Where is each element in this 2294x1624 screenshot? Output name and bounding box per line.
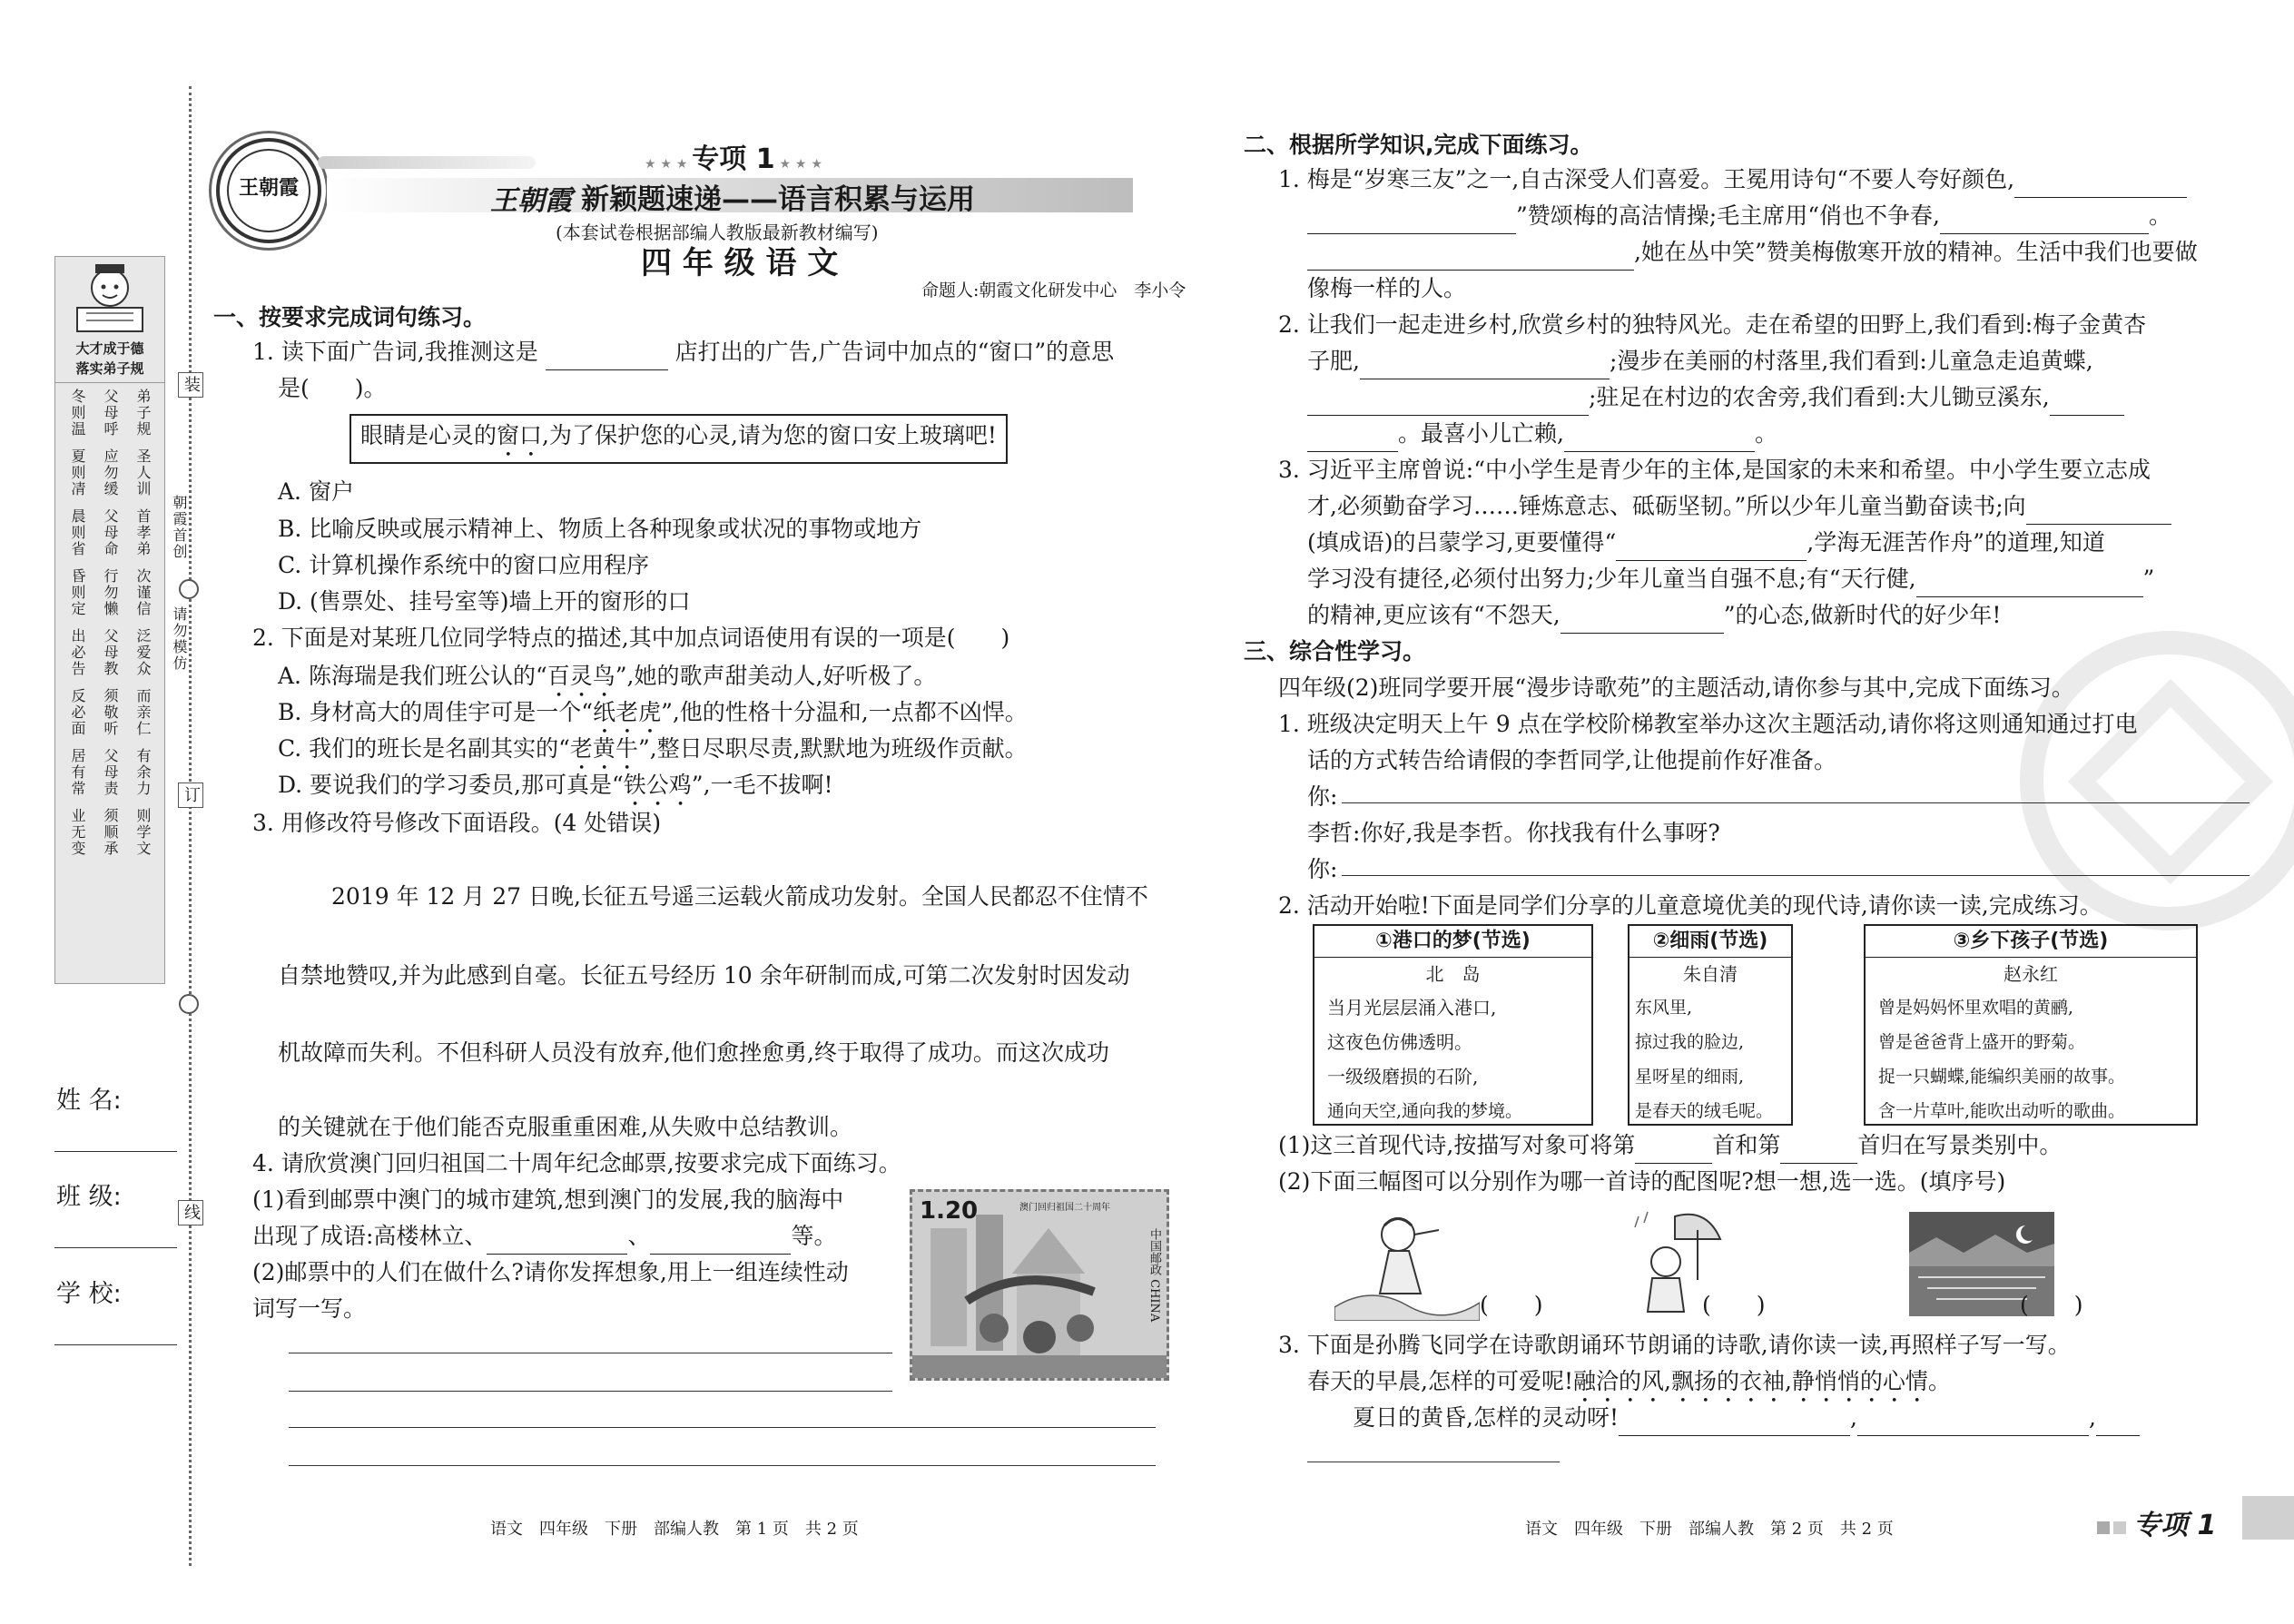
- scholar-cartoon-icon: [55, 257, 164, 339]
- r2-line-4: 。最喜小儿亡赖, 。: [1307, 416, 1777, 452]
- activity-intro: 四年级(2)班同学要开展“漫步诗歌苑”的主题活动,请你参与其中,完成下面练习。: [1278, 674, 2074, 701]
- r3-line-4: 学习没有捷径,必须付出努力;少年儿童当自强不息;有“天行健, ”: [1307, 561, 2154, 597]
- binding-hole-icon: [179, 994, 199, 1014]
- ad-box: 眼睛是心灵的窗口,为了保护您的心灵,请为您的窗口安上玻璃吧!: [350, 414, 1008, 464]
- q4-answer-line-4[interactable]: [289, 1465, 1156, 1466]
- c3-example: 春天的早晨,怎样的可爱呢!融洽的风,飘扬的衣袖,静悄悄的心情。: [1307, 1368, 1951, 1394]
- poem-card-3: [1864, 924, 2198, 1126]
- rule-phrase: 夏则凊: [69, 448, 86, 497]
- poem-3-title: ③乡下孩子(节选): [1866, 926, 2196, 958]
- r1-line-4: 像梅一样的人。: [1307, 275, 1467, 301]
- stamp-caption: 澳门回归祖国二十周年: [1019, 1203, 1110, 1213]
- poem-2-line: 掠过我的脸边,: [1635, 1032, 1745, 1052]
- dialogue-you-1: 你:: [1307, 783, 1338, 810]
- q1-store-blank[interactable]: [546, 346, 668, 370]
- child-blowing-icon: [1334, 1207, 1480, 1321]
- rule-phrase: 泛爱众: [134, 628, 152, 677]
- pic-3-answer[interactable]: ( ): [2020, 1292, 2083, 1318]
- q4-2-line-1: (2)邮票中的人们在做什么?请你发挥想象,用上一组连续性动: [252, 1259, 849, 1285]
- rule-phrase: 则学文: [134, 808, 152, 857]
- sidebar-motto-1: 大才成于德: [75, 340, 144, 357]
- poem-2-line: 星呀星的细雨,: [1635, 1067, 1745, 1087]
- rule-phrase: 业无变: [69, 808, 86, 857]
- class-label: 班 级:: [56, 1183, 122, 1211]
- village-blank-2[interactable]: [1307, 391, 1589, 416]
- q2-option-c[interactable]: C. 我们的班长是名副其实的“老黄牛”,整日尽职尽责,默默地为班级作贡献。: [278, 735, 1028, 762]
- plum-blank-3[interactable]: [1940, 210, 2149, 234]
- poem-2-line: 是春天的绒毛呢。: [1635, 1101, 1774, 1121]
- quote-blank-2[interactable]: [1916, 573, 2143, 597]
- q1-line-1: 1. 读下面广告词,我推测这是 店打出的广告,广告词中加点的“窗口”的意思: [252, 334, 1114, 370]
- binding-mark-ding: 订: [178, 782, 203, 808]
- school-label: 学 校:: [56, 1280, 122, 1308]
- q2-stem: 2. 下面是对某班几位同学特点的描述,其中加点词语使用有误的一项是( ): [252, 625, 1010, 651]
- binding-note-2: 请勿模仿: [171, 606, 188, 672]
- paper-note: (本套试卷根据部编人教版最新教材编写): [556, 221, 879, 243]
- r3-line-5: 的精神,更应该有“不怨天, ”的心态,做新时代的好少年!: [1307, 597, 2001, 634]
- stamp-value: 1.20: [920, 1197, 979, 1225]
- q1-option-d[interactable]: D. (售票处、挂号室等)墙上开的窗形的口: [278, 588, 691, 615]
- brand-logo: [216, 138, 321, 243]
- idiom-blank-lumeng[interactable]: [2026, 500, 2171, 525]
- binding-hole-icon: [179, 579, 199, 599]
- footer-right: 语文 四年级 下册 部编人教 第 2 页 共 2 页: [1525, 1520, 1894, 1539]
- pic-1-answer[interactable]: ( ): [1480, 1292, 1543, 1318]
- village-blank-3[interactable]: [2050, 391, 2124, 416]
- poem-blank-2[interactable]: [1857, 1412, 2089, 1436]
- quote-blank-1[interactable]: [1616, 536, 1807, 561]
- q4-1-line-1: (1)看到邮票中澳门的城市建筑,想到澳门的发展,我的脑海中: [252, 1186, 844, 1213]
- q1-option-c[interactable]: C. 计算机操作系统中的窗口应用程序: [278, 552, 650, 578]
- rule-phrase: 父母呼: [102, 389, 119, 438]
- c2-2: (2)下面三幅图可以分别作为哪一首诗的配图呢?想一想,选一选。(填序号): [1278, 1168, 2006, 1195]
- grade-subject: 四 年 级 语 文: [641, 245, 839, 281]
- brand-name: 王朝霞: [490, 185, 572, 217]
- village-blank-4[interactable]: [1307, 428, 1398, 452]
- r3-line-2: 才,必须勤奋学习……锤炼意志、砥砺坚韧。”所以少年儿童当勤奋读书;向: [1307, 488, 2171, 525]
- poem-3-author: 赵永红: [2004, 963, 2058, 985]
- q1-option-a[interactable]: A. 窗户: [278, 478, 354, 505]
- rule-phrase: 晨则省: [69, 508, 86, 557]
- name-label: 姓 名:: [56, 1087, 122, 1115]
- name-field[interactable]: [54, 1151, 177, 1152]
- plum-blank-4[interactable]: [1307, 246, 1634, 271]
- binding-note-1: 朝霞首创: [171, 495, 188, 560]
- r2-line-3: ;驻足在村边的农舍旁,我们看到:大儿锄豆溪东,: [1307, 379, 2124, 416]
- school-field[interactable]: [54, 1344, 177, 1345]
- footer-tag-bar: [2242, 1496, 2294, 1540]
- poem-1-author: 北 岛: [1425, 963, 1481, 985]
- category-blank-2[interactable]: [1780, 1139, 1857, 1164]
- dialogue-you-2: 你:: [1307, 856, 1338, 882]
- q4-answer-line-3[interactable]: [289, 1427, 1156, 1428]
- poem-1-title: ①港口的梦(节选): [1314, 926, 1591, 958]
- rule-phrase: 弟子规: [134, 389, 152, 438]
- c2-stem: 2. 活动开始啦!下面是同学们分享的儿童意境优美的现代诗,请你读一读,完成练习。: [1278, 892, 2102, 919]
- poem-1-line: 当月光层层涌入港口,: [1327, 997, 1497, 1019]
- rule-phrase: 须顺承: [102, 808, 119, 857]
- q4-2-line-2: 词写一写。: [252, 1295, 367, 1322]
- poem-2-line: 东风里,: [1635, 998, 1693, 1018]
- footer-tag-text: 专项 1: [2133, 1510, 2217, 1541]
- binding-dotted-line: [189, 86, 192, 1566]
- q2-option-d[interactable]: D. 要说我们的学习委员,那可真是“铁公鸡”,一毛不拔啊!: [278, 772, 833, 798]
- poem-card-1: [1313, 924, 1593, 1126]
- idiom-blank-1[interactable]: [487, 1230, 627, 1255]
- rule-phrase: 而亲仁: [134, 688, 152, 737]
- c3-stem: 3. 下面是孙腾飞同学在诗歌朗诵环节朗诵的诗歌,请你读一读,再照样子写一写。: [1278, 1332, 2071, 1358]
- rule-phrase: 圣人训: [134, 448, 152, 497]
- rule-phrase: 父母命: [102, 508, 119, 557]
- plum-blank-2[interactable]: [1307, 210, 1516, 234]
- rule-phrase: 父母责: [102, 748, 119, 797]
- q1-option-b[interactable]: B. 比喻反映或展示精神上、物质上各种现象或状况的事物或地方: [278, 516, 922, 542]
- passage-line-4: 的关键就在于他们能否克服重重困难,从失败中总结教训。: [278, 1114, 852, 1140]
- passage-line-2: 自禁地赞叹,并为此感到自毫。长征五号经历 10 余年研制而成,可第二次发射时因发动: [278, 962, 1130, 989]
- r1-line-3: ,她在丛中笑”赞美梅傲寒开放的精神。生活中我们也要做: [1307, 234, 2198, 271]
- paper-title: 新颖题速递——语言积累与运用: [581, 183, 975, 216]
- author-line: 命题人:朝霞文化研发中心 李小令: [921, 281, 1186, 300]
- c2-1: (1)这三首现代诗,按描写对象可将第 首和第 首归在写景类别中。: [1278, 1127, 2062, 1164]
- village-blank-1[interactable]: [1360, 355, 1610, 379]
- passage-line-3: 机故障而失利。不但科研人员没有放弃,他们愈挫愈勇,终于取得了成功。而这次成功: [278, 1039, 1109, 1066]
- c3-task: 夏日的黄昏,怎样的灵动呀! , ,: [1353, 1400, 2140, 1436]
- q2-option-a[interactable]: A. 陈海瑞是我们班公认的“百灵鸟”,她的歌声甜美动人,好听极了。: [278, 663, 937, 689]
- rule-phrase: 须敬听: [102, 688, 119, 737]
- rule-phrase: 昏则定: [69, 568, 86, 617]
- poem-2-author: 朱自清: [1683, 963, 1738, 985]
- rule-phrase: 行勿懒: [102, 568, 119, 617]
- pic-2-answer[interactable]: ( ): [1702, 1292, 1766, 1318]
- passage-line-1: 2019 年 12 月 27 日晚,长征五号遥三运载火箭成功发射。全国人民都忍不住情不: [331, 883, 1148, 910]
- binding-mark-zhuang: 装: [178, 372, 203, 398]
- c1-line-1: 1. 班级决定明天上午 9 点在学校阶梯教室举办这次主题活动,请你将这则通知通过打电: [1278, 711, 2138, 737]
- q4-stem: 4. 请欣赏澳门回归祖国二十周年纪念邮票,按要求完成下面练习。: [252, 1150, 901, 1176]
- q3-stem: 3. 用修改符号修改下面语段。(4 处错误): [252, 810, 662, 836]
- poem-1-line: 一级级磨损的石阶,: [1327, 1066, 1479, 1088]
- rule-phrase: 出必告: [69, 628, 86, 677]
- section-2-heading: 二、根据所学知识,完成下面练习。: [1244, 132, 1593, 158]
- rule-phrase: 有余力: [134, 748, 152, 797]
- poem-blank-3[interactable]: [2096, 1412, 2140, 1436]
- binding-mark-xian: 线: [178, 1200, 203, 1225]
- r2-line-1: 2. 让我们一起走进乡村,欣赏乡村的独特风光。走在希望的田野上,我们看到:梅子金黄杏: [1278, 311, 2147, 338]
- section-1-heading: 一、按要求完成词句练习。: [213, 304, 487, 330]
- ribbon-decoration: [318, 156, 536, 169]
- category-blank-1[interactable]: [1635, 1139, 1712, 1164]
- poem-3-line: 曾是爸爸背上盛开的野菊。: [1878, 1032, 2086, 1052]
- zhuanxiang-heading: ★ ★ ★ 专项 1 ★ ★ ★: [645, 143, 822, 175]
- dialogue-lizhe: 李哲:你好,我是李哲。你找我有什么事呀?: [1307, 820, 1720, 846]
- poem-1-line: 这夜色仿佛透明。: [1327, 1031, 1472, 1053]
- c1-line-2: 话的方式转告给请假的李哲同学,让他提前作好准备。: [1307, 747, 1836, 773]
- rule-phrase: 父母教: [102, 628, 119, 677]
- footer-zhuanxiang-tag: [2097, 1502, 2216, 1542]
- class-field[interactable]: [54, 1247, 177, 1248]
- footer-left: 语文 四年级 下册 部编人教 第 1 页 共 2 页: [490, 1520, 859, 1539]
- r2-line-2: 子肥, ;漫步在美丽的村落里,我们看到:儿童急走追黄蝶,: [1307, 343, 2093, 379]
- village-blank-5[interactable]: [1564, 428, 1755, 452]
- rule-phrase: 反必面: [69, 688, 86, 737]
- rule-phrase: 应勿缓: [102, 448, 119, 497]
- plum-blank-1[interactable]: [2014, 173, 2187, 198]
- zhuanxiang-label: 专项 1: [692, 143, 775, 175]
- idiom-blank-2[interactable]: [650, 1230, 791, 1255]
- rule-phrase: 居有常: [69, 748, 86, 797]
- poem-2-title: ②细雨(节选): [1629, 926, 1791, 958]
- poem-3-line: 捉一只蝴蝶,能编织美丽的故事。: [1878, 1067, 2126, 1087]
- poem-1-line: 通向天空,通向我的梦境。: [1327, 1101, 1523, 1121]
- brand-logo-text: 王朝霞: [238, 176, 299, 200]
- rules-grid: [55, 383, 164, 864]
- poem-3-line: 含一片草叶,能吹出动听的歌曲。: [1878, 1101, 2126, 1121]
- r3-line-1: 3. 习近平主席曾说:“中小学生是青少年的主体,是国家的未来和希望。中小学生要立志成: [1278, 457, 2151, 483]
- quote-blank-3[interactable]: [1561, 609, 1724, 634]
- r1-line-2: ”赞颂梅的高洁情操;毛主席用“俏也不争春, 。: [1307, 198, 2171, 234]
- poem-card-2: [1628, 924, 1793, 1126]
- q2-option-b[interactable]: B. 身材高大的周佳宇可是一个“纸老虎”,他的性格十分温和,一点都不凶悍。: [278, 699, 1028, 725]
- q4-1-line-2: 出现了成语:高楼林立、 、 等。: [252, 1218, 836, 1255]
- rule-phrase: 首孝弟: [134, 508, 152, 557]
- watermark-seal-icon: [2020, 631, 2294, 930]
- rule-phrase: 次谨信: [134, 568, 152, 617]
- sidebar-panel: [54, 256, 165, 984]
- rule-phrase: 冬则温: [69, 389, 86, 438]
- q4-answer-line-2[interactable]: [289, 1391, 892, 1392]
- poem-blank-1[interactable]: [1619, 1412, 1850, 1436]
- q1-line-2: 是( )。: [278, 375, 387, 401]
- section-3-heading: 三、综合性学习。: [1244, 638, 1426, 664]
- sidebar-motto-2: 落实弟子规: [55, 359, 164, 383]
- poem-3-line: 曾是妈妈怀里欢唱的黄鹂,: [1878, 998, 2074, 1018]
- stamp-country: 中国邮政 CHINA: [1147, 1228, 1161, 1323]
- r1-line-1: 1. 梅是“岁寒三友”之一,自古深受人们喜爱。王冕用诗句“不要人夸好颜色,: [1278, 162, 2187, 198]
- r3-line-3: (填成语)的吕蒙学习,更要懂得“ ,学海无涯苦作舟”的道理,知道: [1307, 525, 2105, 561]
- commemorative-stamp: [910, 1189, 1169, 1381]
